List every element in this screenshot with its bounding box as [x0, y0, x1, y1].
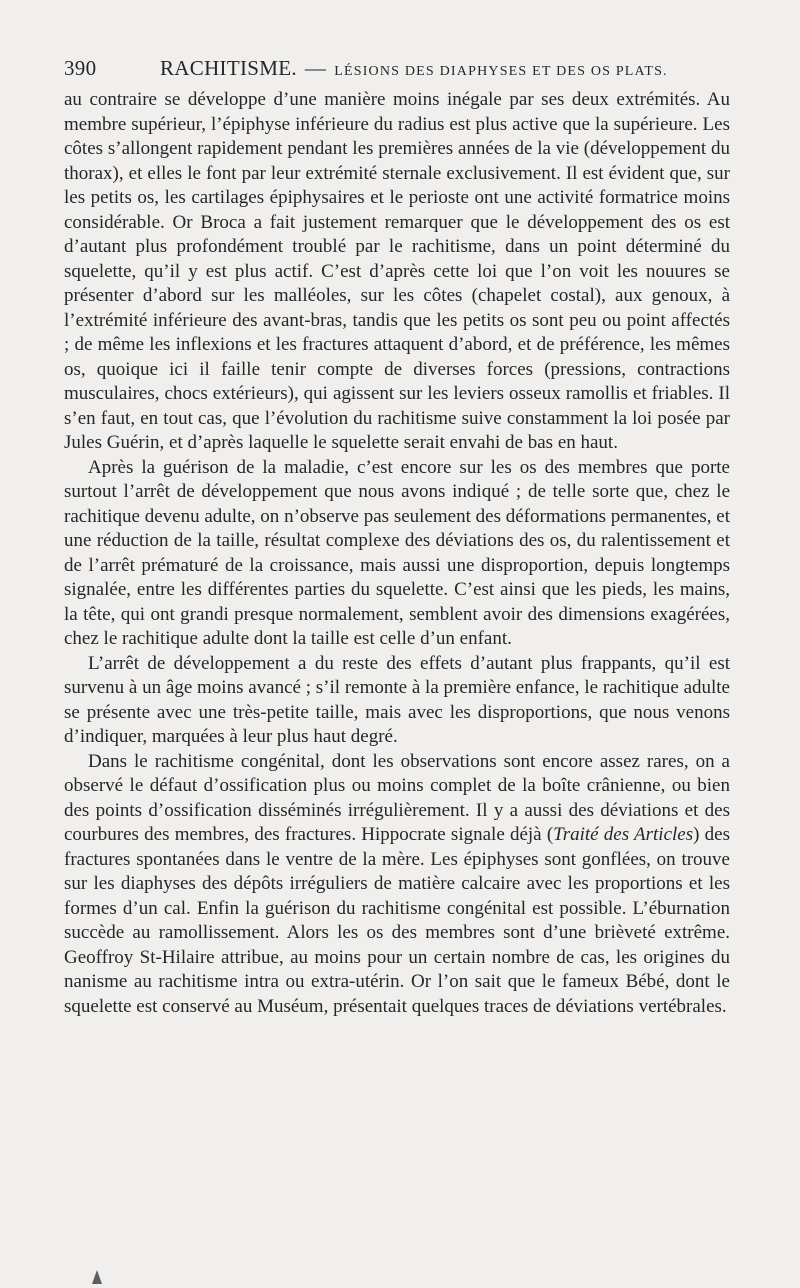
paragraph-3: L’arrêt de développement a du reste des effets d’autant plus frappants, qu’il est survenu à un âge moins avancé ; s’il remonte à la première enfance, le rachitique adulte se présente avec une très-petite taille, mais avec les disproportions, que nous venons d’indiquer, marquées à leur plus haut degré. [64, 652, 730, 747]
cited-work-title: Traité des Articles [553, 824, 694, 845]
ink-mark [92, 1270, 102, 1284]
paragraph-1: au contraire se développe d’une manière moins inégale par ses deux extrémités. Au membre supérieur, l’épiphyse inférieure du radius est plus active que la supérieure. Les côtes s’allongent rapidement pendant les premières années de la vie (développement du thorax), et elles le font par leur extrémité sternale exclusivement. Il est évident que, sur les petits os, les cartilages épiphysaires et le perioste ont une activité formatrice moins considérable. Or Broca a fait justement remarquer que le développement des os est d’autant plus profondément troublé par le rachitisme, dans un point déterminé du squelette, qu’il y est plus actif. C’est d’après cette loi que l’on voit les nouures se présenter d’abord sur les malléoles, sur les côtes (chapelet costal), aux genoux, à l’extrémité inférieure des avant-bras, tandis que les petits os sont peu ou point affectés ; de même les inflexions et les fractures attaquent d’abord, et de préférence, les mêmes os, quoique ici il faille tenir compte de diverses forces (pressions, contractions musculaires, chocs extérieurs), qui agissent sur les leviers osseux ramollis et friables. Il s’en faut, en tout cas, que l’évolution du rachitisme suive constamment la loi posée par Jules Guérin, et d’après laquelle le squelette serait envahi de bas en haut. [64, 89, 730, 453]
paragraph-4 [64, 750, 730, 1020]
running-header [64, 52, 744, 84]
paragraph-4-text-b: ) des fractures spontanées dans le ventre de la mère. Les épiphyses sont gonflées, on trouve sur les diaphyses des dépôts irréguliers de matière calcaire avec les proportions et les formes d’un cal. Enfin la guérison du rachitisme congénital est possible. L’éburnation succède au ramollissement. Alors les os des membres sont d’une brièveté extrême. Geoffroy St-Hilaire attribue, au moins pour un certain nombre de cas, les origines du nanisme au rachitisme intra ou extra-utérin. Or l’on sait que le fameux Bébé, dont le squelette est conservé au Muséum, présentait quelques traces de déviations vertébrales. [64, 824, 730, 1017]
running-title [160, 52, 668, 88]
page-number: 390 [64, 56, 97, 80]
body-text [64, 88, 730, 1019]
section-title: LÉSIONS DES DIAPHYSES ET DES OS PLATS. [334, 64, 668, 79]
title-dash: — [304, 56, 327, 80]
chapter-title: RACHITISME. [160, 56, 297, 80]
paragraph-4-text-a: Dans le rachitisme congénital, dont les observations sont encore assez rares, on a observé le défaut d’ossification plus ou moins complet de la boîte crânienne, ou bien des points d’ossification disséminés irrégulièrement. Il y a aussi des déviations et des courbures des membres, des fractures. Hippocrate signale déjà ( [64, 750, 730, 845]
paragraph-2: Après la guérison de la maladie, c’est encore sur les os des membres que porte surtout l’arrêt de développement que nous avons indiqué ; de telle sorte que, chez le rachitique devenu adulte, on n’observe pas seulement des déformations permanentes, et une réduction de la taille, résultat complexe des déviations des os, du ralentissement et de l’arrêt prématuré de la croissance, mais aussi une disproportion, depuis longtemps signalée, entre les différentes parties du squelette. C’est ainsi que les pieds, les mains, la tête, qui ont grandi presque normalement, semblent avoir des dimensions exagérées, chez le rachitique adulte dont la taille est celle d’un enfant. [64, 456, 730, 649]
